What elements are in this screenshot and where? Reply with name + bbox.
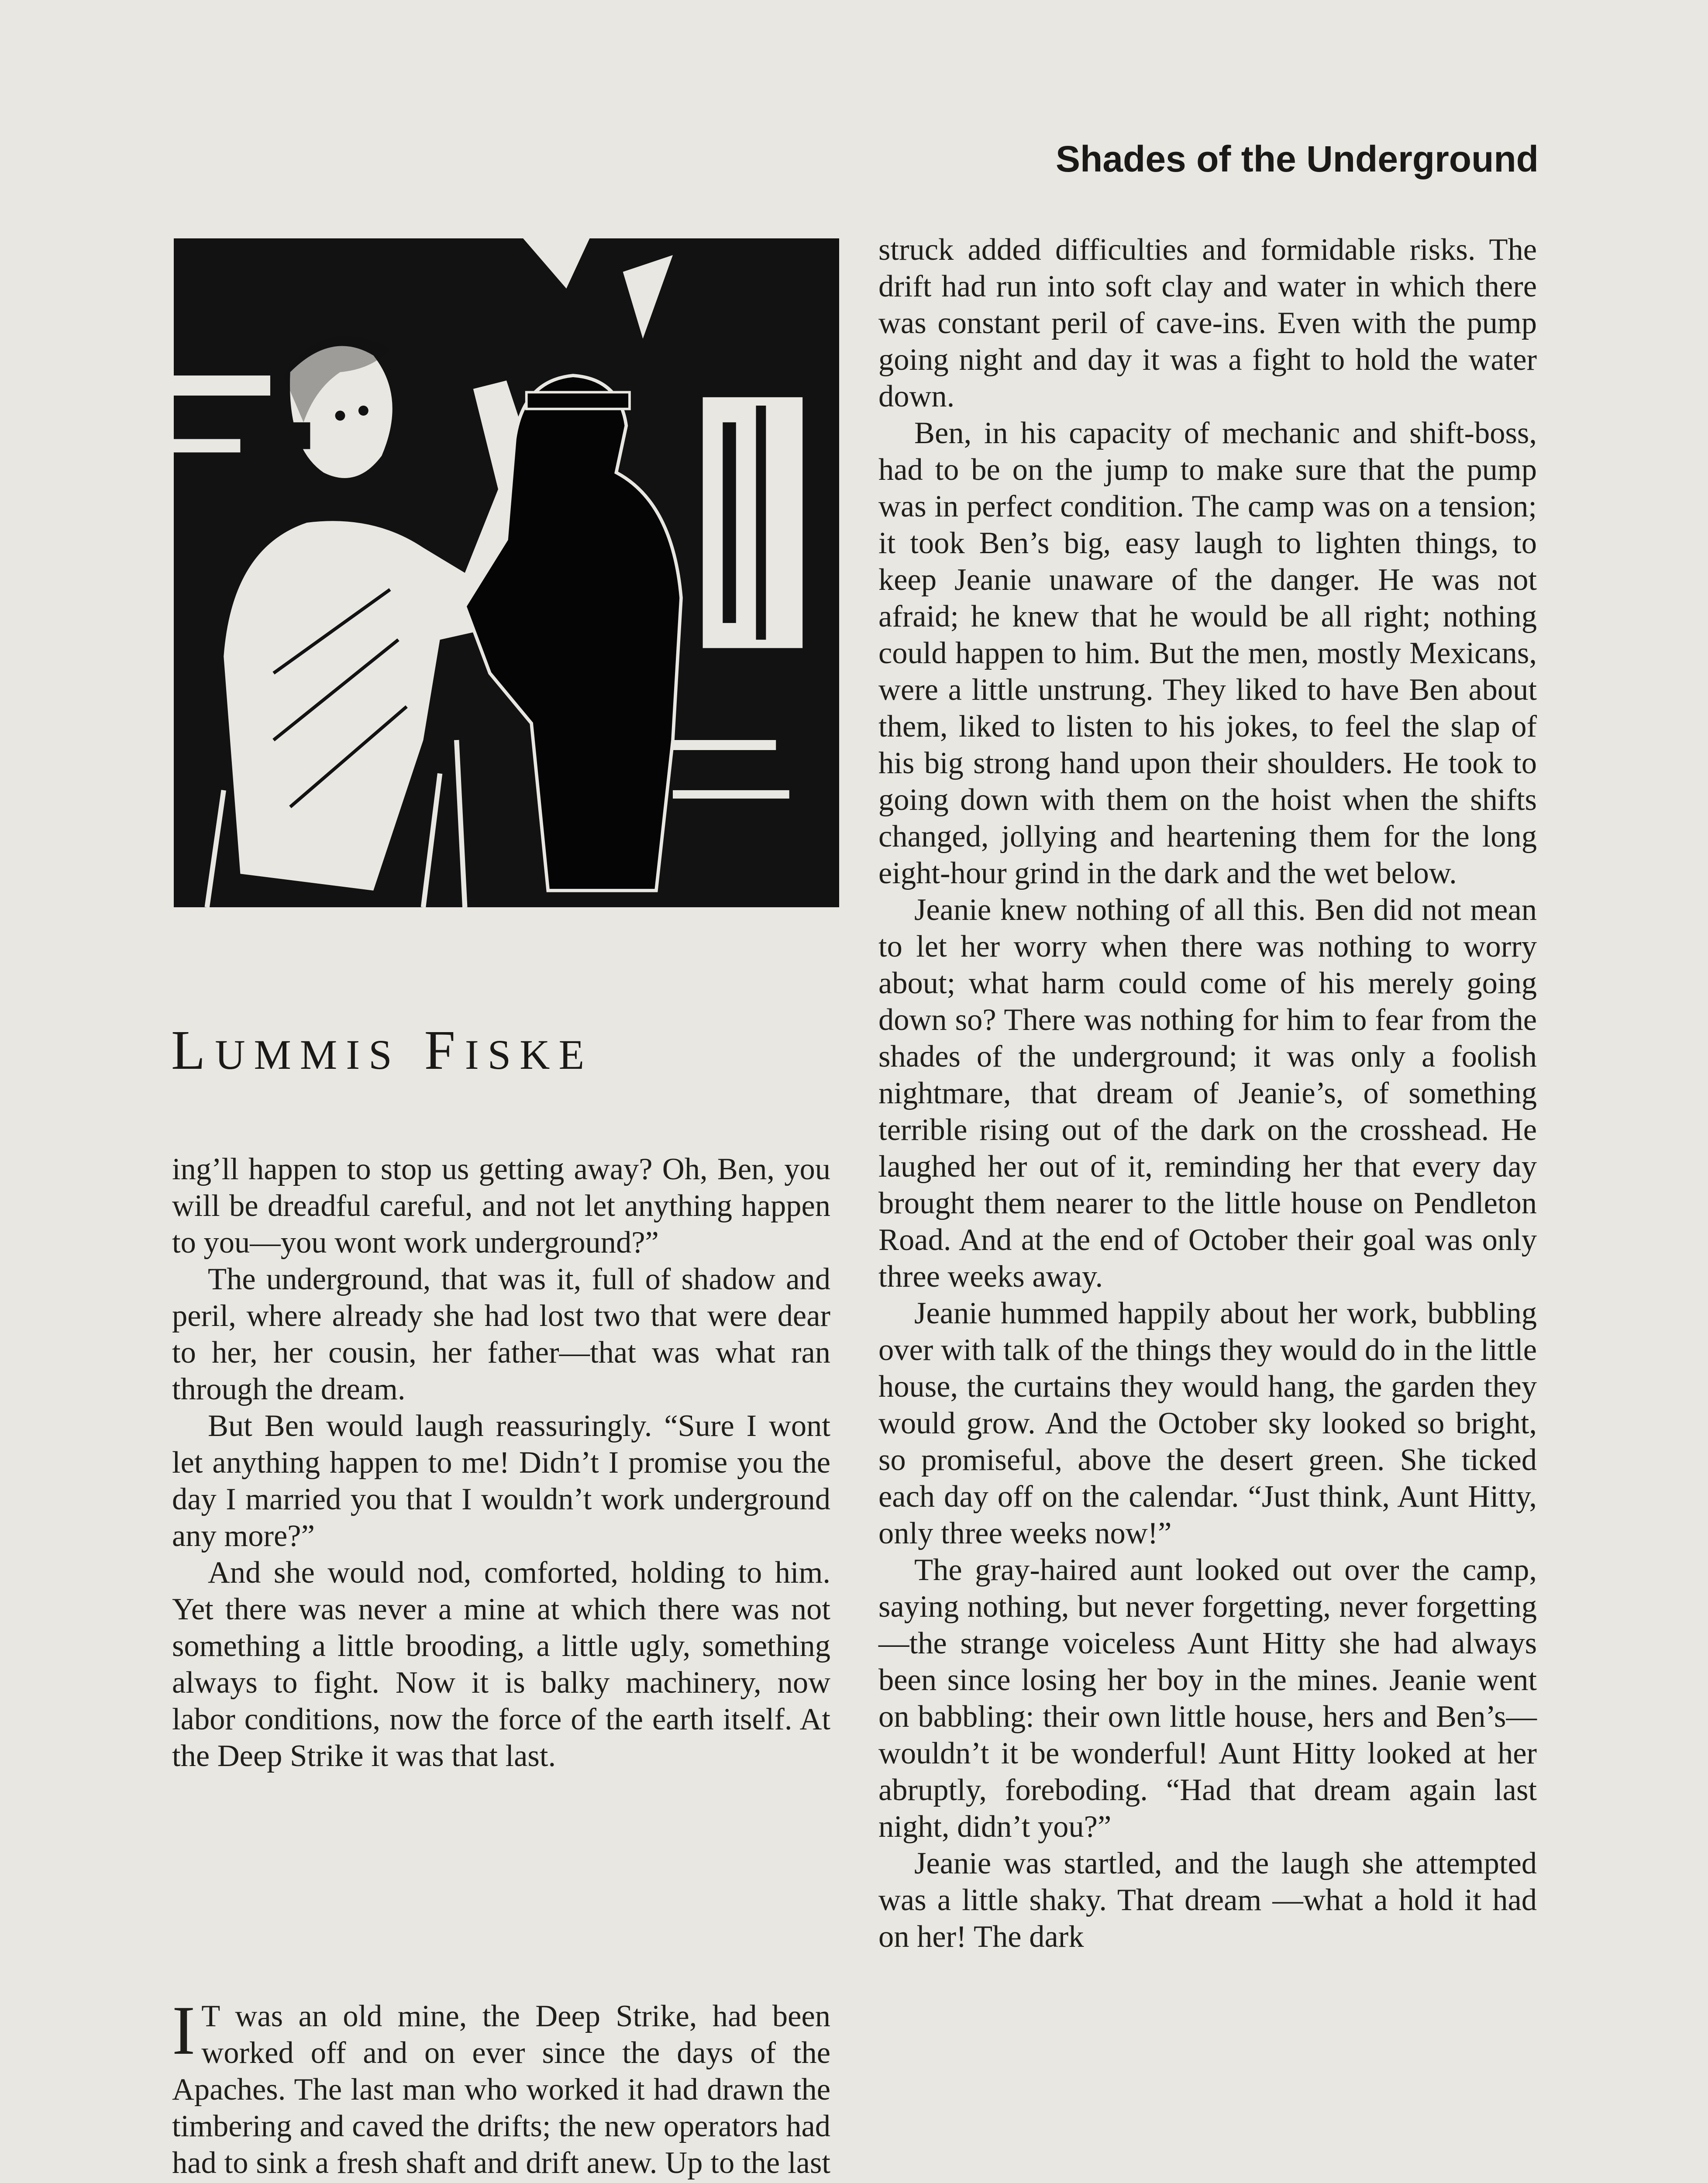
left-column-bottom: [172, 1991, 830, 2183]
paragraph: And she would nod, comforted, holding to him. Yet there was never a mine at which there was not something a little brooding, a little ugly, something always to fight. Now it is balky machinery, now labor conditions, now the force of the earth itself. At the Deep Strike it was that last.: [172, 1556, 830, 1773]
woodcut-illustration-icon: [174, 238, 839, 907]
section-opening-paragraph: [172, 1991, 830, 2183]
paragraph: Jeanie knew nothing of all this. Ben did not mean to let her worry when there was nothing to worry about; what harm could come of his merely going down so? There was nothing for him to fear from the shades of the underground; it was only a foolish nightmare, that dream of Jeanie’s, of something terrible rising out of the dark on the crosshead. He laughed her out of it, reminding her that every day brought them nearer to the little house on Pendleton Road. And at the end of October their goal was only three weeks away.: [878, 893, 1537, 1294]
paragraph: The gray-haired aunt looked out over the camp, saying nothing, but never forgetting, never forgetting—the strange voiceless Aunt Hitty she had always been since losing her boy in the mines. Jeanie went on babbling: their own little house, hers and Ben’s—wouldn’t it be wonderful! Aunt Hitty looked at her abruptly, foreboding. “Had that dream again last night, didn’t you?”: [878, 1553, 1537, 1844]
paragraph: Ben, in his capacity of mechanic and shift-boss, had to be on the jump to make sure that the pump was in perfect condition. The camp was on a tension; it took Ben’s big, easy laugh to lighten things, to keep Jeanie unaware of the danger. He was not afraid; he knew that he would be all right; nothing could happen to him. But the men, mostly Mexicans, were a little unstrung. They liked to have Ben about them, liked to listen to his jokes, to feel the slap of his big strong hand upon their shoulders. He took to going down with them on the hoist when the shifts changed, jollying and heartening them for the long eight-hour grind in the dark and the wet below.: [878, 416, 1537, 890]
right-column: [878, 231, 1537, 1955]
paragraph: Jeanie was startled, and the laugh she attempted was a little shaky. That dream —what a hold it had on her! The dark: [878, 1846, 1537, 1954]
left-column-top: [172, 1151, 830, 1774]
story-illustration: [174, 238, 839, 907]
paragraph: The underground, that was it, full of shadow and peril, where already she had lost two that were dear to her, her cousin, her father—that was what ran through the dream.: [172, 1262, 830, 1406]
author-first-name: LUMMIS: [171, 1019, 401, 1081]
paragraph: struck added difficulties and formidable risks. The drift had run into soft clay and water in which there was constant peril of cave-ins. Even with the pump going night and day it was a fight to hold the water down.: [878, 233, 1537, 413]
author-last-name: FISKE: [424, 1019, 593, 1081]
paragraph: Jeanie hummed happily about her work, bubbling over with talk of the things they would do in the little house, the curtains they would hang, the garden they would grow. And the October sky looked so bright, so promiseful, above the desert green. She ticked each day off on the calendar. “Just think, Aunt Hitty, only three weeks now!”: [878, 1296, 1537, 1550]
paragraph: But Ben would laugh reassuringly. “Sure I wont let anything happen to me! Didn’t I promise you the day I married you that I wouldn’t work underground any more?”: [172, 1409, 830, 1553]
author-byline: [171, 1018, 852, 1082]
section-opening-text: T was an old mine, the Deep Strike, had been worked off and on ever since the days of the Apaches. The last man who worked it had drawn the timbering and caved the drifts; the new operators had had to sink a fresh shaft and drift anew. Up to the last: [172, 1999, 830, 2180]
paragraph: ing’ll happen to stop us getting away? Oh, Ben, you will be dreadful careful, and not let anything happen to you—you wont work underground?”: [172, 1152, 830, 1260]
drop-cap: I: [172, 1991, 196, 2069]
running-head: Shades of the Underground: [1055, 138, 1539, 179]
